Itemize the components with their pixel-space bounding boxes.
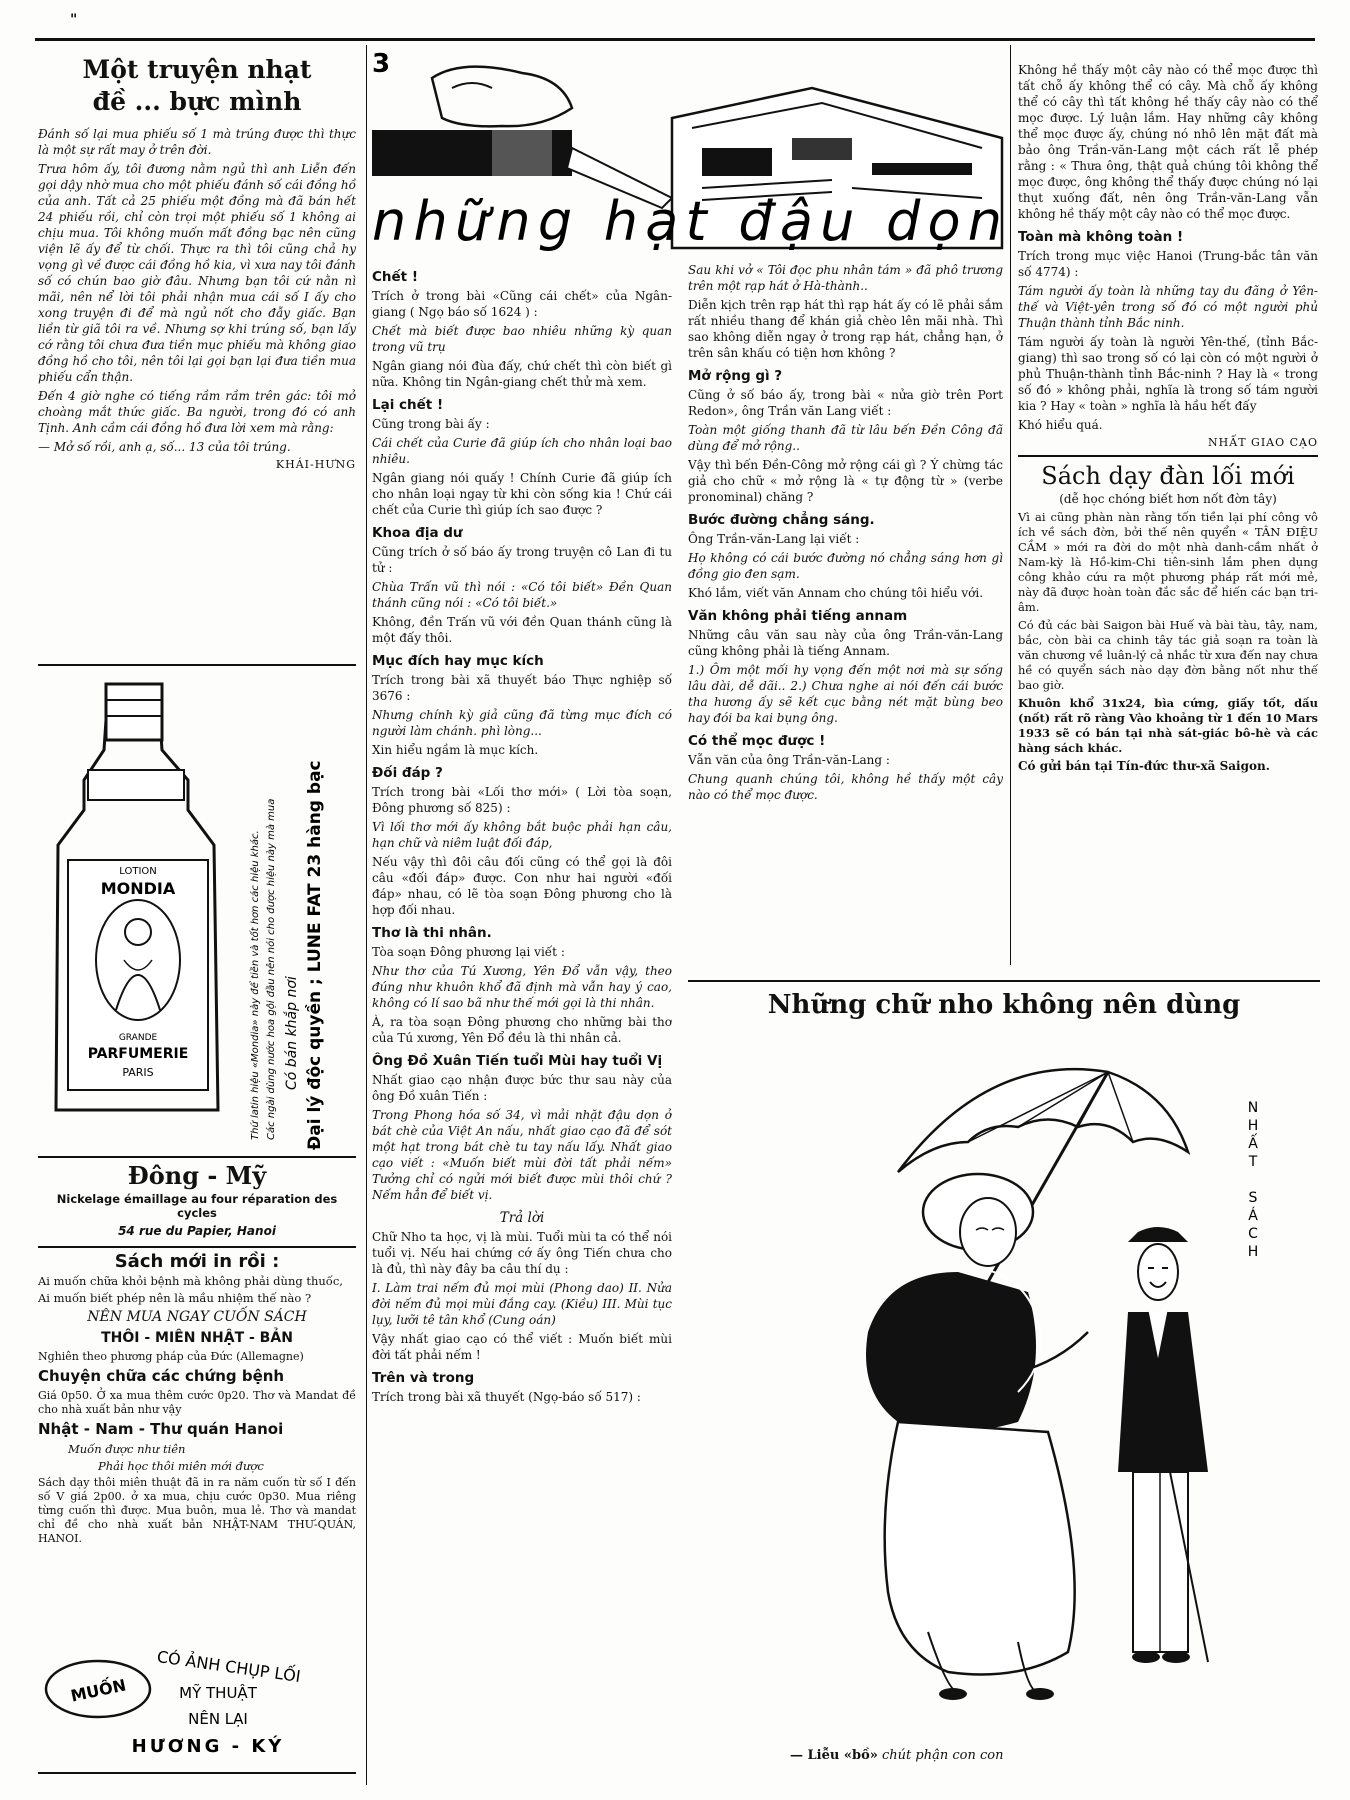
- photo-ad-line1: CÓ ẢNH CHỤP LỐI: [155, 1647, 302, 1687]
- music-ad-paragraph: Có gửi bán tại Tín-đức thư-xã Saigon.: [1018, 759, 1270, 773]
- signature-letter: H: [1247, 1118, 1259, 1134]
- column-divider-1: [366, 45, 367, 1785]
- lotion-vert-4: Đại lý độc quyền ; LUNE FAT 23 hàng bạc: [305, 760, 325, 1150]
- section-comment: Khó lắm, viết văn Annam cho chúng tôi hiểu với.: [688, 586, 984, 600]
- books-ad-book2-desc: Giá 0p50. Ở xa mua thêm cước 0p20. Thơ và Mandat đề cho nhà xuất bản như vậy: [38, 1389, 356, 1416]
- music-ad-paragraph: Khuôn khổ 31x24, bìa cứng, giấy tốt, dấu (nốt) rất rõ ràng Vào khoảng từ 1 đến 10 Mars 1933 sẽ có bán tại nhà sát-giác bô-hè và các hàng sách khác.: [1018, 696, 1318, 755]
- section-quote: Họ không có cái bước đường nó chẳng sáng hơn gì đồng gio đen sạm.: [688, 551, 1003, 581]
- story-paragraph: Trưa hôm ấy, tôi đương nằm ngủ thì anh Liễn đến gọi dậy nhờ mua cho một phiếu đánh số cái đồng hồ của anh. Tất cả 25 phiếu một đồng mà đã bán hết 24 phiếu rồi, chỉ còn trọi một phiếu số 1 không ai chịu mua. Tôi không muốn mất đồng bạc nên cũng viện lẽ ấy để từ chối. Thực ra thì tôi cũng chả hy vọng gì về được cái đồng hồ kia, vì xưa nay tôi đánh số có chún bao giờ đâu. Nhưng bạn tôi cứ nằn nì mãi, nên nể lời tôi phải nhận mua cái số I ấy cho xong truyện đi để mà ngủ nốt cho đẫy giấc. Bạn liền từ giã tôi ra về. Nhưng sợ khi trúng số, bạn lấy cớ rằng tôi chưa đưa tiền mục phiếu mà không giao đồng hồ cho tôi, nên tôi lại gọi bạn lại đưa tiền mua phiếu cẩn thận.: [38, 162, 356, 384]
- section-chet: [372, 269, 672, 390]
- story-title-line2: đề ... bực mình: [92, 87, 302, 116]
- section-body: Trích ở trong bài «Cũng cái chết» của Ngân-giang ( Ngọ báo số 1624 ) :: [372, 289, 672, 319]
- cartoon-rule: [688, 980, 1320, 982]
- signature-letter: Á: [1248, 1208, 1258, 1224]
- music-ad-paragraph: Vì ai cũng phàn nàn rằng tốn tiền lại phí công vô ích về sách đờn, bởi thế nên quyển « TÂN ĐIỆU CẦM » mới ra đời do một nhà danh-cầm nhất ở Nam-kỳ là Hồ-kim-Chi tiên-sinh lắm phen dụng công khảo cứu ra một phương pháp rất mới mẻ, này đã được hoàn toàn đắc sắc để hiến các bạn tri-âm.: [1018, 510, 1318, 614]
- section-body: Tòa soạn Đông phương lại viết :: [372, 945, 565, 959]
- books-ad-book2: Chuyện chữa các chứng bệnh: [38, 1367, 285, 1385]
- lotion-maker-3: PARIS: [122, 1066, 154, 1079]
- section-body: Trích trong mục việc Hanoi (Trung-bắc tân văn số 4774) :: [1018, 249, 1318, 279]
- story-title-line1: Một truyện nhạt: [82, 55, 312, 84]
- dongmy-line2: 54 rue du Papier, Hanoi: [118, 1224, 276, 1238]
- column-right: [1018, 62, 1318, 967]
- ad-rule-3: [38, 1246, 356, 1248]
- photo-ad: [38, 1644, 356, 1764]
- photo-ad-line3: NÊN LẠI: [188, 1710, 248, 1728]
- section-quote: I. Làm trai nếm đủ mọi mùi (Phong dao) II. Nửa đời nếm đủ mọi mùi đắng cay. (Kiều) III. Mùi tục lụy, lưỡi tê tân khổ (Cung oán): [372, 1281, 672, 1327]
- section-body: Những câu văn sau này của ông Trần-văn-Lang cũng không phải là tiếng Annam.: [688, 628, 1003, 658]
- section-tho-la-thi-nhan: [372, 925, 672, 1046]
- section-heading: Mục đích hay mục kích: [372, 653, 544, 669]
- books-ad-book1-desc: Nghiên theo phương pháp của Đức (Allemagne): [38, 1350, 304, 1363]
- section-heading: Thơ là thi nhân.: [372, 925, 492, 941]
- story-paragraph: Đánh số lại mua phiếu số 1 mà trúng được thì thực là một sự rất may ở trên đời.: [38, 127, 356, 157]
- section-quote: 1.) Ôm một mối hy vọng đến một nơi mà sự sống lâu dài, dễ dãi.. 2.) Chưa nghe ai nói đến cái bước tha hương ấy sẽ kết cục bằng nét mặt bùng beo hay đói ba kai bụng ông.: [688, 663, 1003, 725]
- lotion-ad: [38, 670, 356, 1170]
- section-heading: Trên và trong: [372, 1370, 475, 1386]
- top-rule: [35, 38, 1315, 41]
- section-body: Cũng trong bài ấy :: [372, 417, 490, 431]
- intro-comment: Diễn kịch trên rạp hát thì rạp hát ấy có lẽ phải sắm rất nhiều thang để khán giả chèo lên mãi nhà. Thì sao không diễn ngay ở trong rạp hát, chẳng hạn, ở trên sân khấu có tiện hơn không ?: [688, 298, 1003, 360]
- lotion-brand-top: LOTION: [119, 866, 157, 877]
- books-ad-sub1: Muốn được như tiên: [68, 1442, 186, 1456]
- section-comment: Ngân giang nói đùa đấy, chứ chết thì còn biết gì nữa. Không tin Ngân-giang chết thử mà xem.: [372, 359, 672, 389]
- books-ad-q1: Ai muốn chữa khỏi bệnh mà không phải dùng thuốc,: [38, 1274, 343, 1288]
- lotion-vert-3: Có bán khắp nơi: [284, 976, 300, 1090]
- dongmy-line1: Nickelage émaillage au four réparation des cycles: [56, 1192, 338, 1220]
- signature-letter: T: [1248, 1154, 1258, 1170]
- section-heading: Toàn mà không toàn !: [1018, 229, 1184, 245]
- books-ad-detail: Sách dạy thôi miên thuật đã in ra năm cuốn từ số I đến số V giá 2p00. ở xa mua, chịu cước 0p30. Mua riêng từng cuốn thì được. Mua buôn, mua lẻ. Thơ và mandat chỉ đề cho nhà xuất bản NHẬT-NAM THƯ-QUÁN, HANOI.: [38, 1476, 356, 1545]
- dongmy-ad: [38, 1160, 356, 1246]
- section-quote: Như thơ của Tú Xương, Yên Đổ vẫn vậy, theo đúng như khuôn khổ đã định mà vẫn hay ý cao, không có lí sao bã như thế mới gọi là thi nhân.: [372, 964, 672, 1010]
- story-title: [38, 54, 356, 118]
- ad-rule-2: [38, 1156, 356, 1158]
- photo-ad-muon: MUỐN: [68, 1675, 128, 1706]
- section-comment: Nếu vậy thì đôi câu đối cũng có thể gọi là đôi câu «đối đáp» được. Con như hai người «đối đáp» nhau, có lẽ tòa soạn Đông phương cho là hợp đối nhau.: [372, 855, 672, 917]
- signature-letter: N: [1247, 1100, 1259, 1116]
- section-comment-2: Khó hiểu quá.: [1018, 418, 1103, 432]
- section-heading: Có thể mọc được !: [688, 733, 826, 749]
- photo-ad-art: [38, 1644, 356, 1764]
- section-quote: Trong Phong hóa số 34, vì mải nhặt đậu dọn ở bát chè của Việt An nấu, nhất giao cạo đã để sót một hạt trong bát chè tu tay nấu lấy. Nhất giao cạo viết : «Muốn biết mùi đời tất phải nếm» Tưởng chỉ có ngửi mới biết được mùi thôi chứ ? Nếm hẳn để biết vị.: [372, 1108, 672, 1202]
- books-ad-book1: THÔI - MIÊN NHẬT - BẢN: [101, 1330, 293, 1346]
- section-co-the-moc: [688, 733, 1003, 803]
- masthead: [372, 48, 1012, 253]
- section-body: Chữ Nho ta học, vị là mùi. Tuổi mùi ta có thể nói tuổi vị. Nếu hai chứng cớ ấy ông Tiến chưa cho là đủ, thì này đây ba câu thí dụ :: [372, 1230, 672, 1276]
- section-body: Cũng ở số báo ấy, trong bài « nửa giờ trên Port Redon», ông Trần văn Lang viết :: [688, 388, 1003, 418]
- section-ong-do: [372, 1053, 672, 1203]
- column-third: [688, 262, 1003, 962]
- section-body: Trích trong bài «Lối thơ mới» ( Lời tòa soạn, Đông phương số 825) :: [372, 785, 672, 815]
- section-heading: Ông Đồ Xuân Tiến tuổi Mùi hay tuổi Vị: [372, 1053, 663, 1069]
- section-tra-loi: [372, 1210, 672, 1363]
- books-ad-buy: NÊN MUA NGAY CUỐN SÁCH: [87, 1309, 307, 1325]
- books-ad-sub2: Phải học thôi miên mới được: [98, 1459, 264, 1473]
- section-quote: Nhưng chính kỳ giả cũng đã từng mục đích có người làm chánh. phì lòng...: [372, 708, 672, 738]
- section-heading: Khoa địa dư: [372, 525, 463, 541]
- section-body: Nhất giao cạo nhận được bức thư sau này của ông Đồ xuân Tiến :: [372, 1073, 672, 1103]
- books-ad-q2: Ai muốn biết phép nên là mầu nhiệm thế nào ?: [38, 1291, 312, 1305]
- music-ad-subtitle: (dễ học chóng biết hơn nốt đờn tây): [1059, 492, 1277, 506]
- section-buoc-duong: [688, 512, 1003, 601]
- section-quote: Chung quanh chúng tôi, không hề thấy một cây nào có thể mọc được.: [688, 772, 1003, 802]
- section-comment: Vậy nhất giao cạo có thể viết : Muốn biết mùi đời tất phải nếm !: [372, 1332, 672, 1362]
- column-signature: NHẤT GIAO CẠO: [1208, 436, 1318, 449]
- section-body: Cũng trích ở số báo ấy trong truyện cô Lan đi tu tử :: [372, 545, 672, 575]
- books-ad-title: Sách mới in rồi :: [114, 1251, 280, 1272]
- section-mo-rong: [688, 368, 1003, 505]
- cartoon-title: Những chữ nho không nên dùng: [767, 990, 1241, 1020]
- section-comment: Không, đền Trấn vũ với đền Quan thánh cũng là một đấy thôi.: [372, 615, 672, 645]
- ad-rule: [1018, 455, 1318, 457]
- lotion-vert-2: Các ngài dùng nước hoa gội đầu nên nói cho được hiệu này mà mua: [266, 798, 277, 1140]
- section-body: Trích trong bài xã thuyết báo Thực nghiệp số 3676 :: [372, 673, 672, 703]
- section-heading: Đối đáp ?: [372, 765, 443, 781]
- story-paragraph: — Mở số rồi, anh ạ, số... 13 của tôi trúng.: [38, 440, 291, 454]
- photo-ad-line4: HƯƠNG - KÝ: [131, 1736, 285, 1757]
- lead-paragraph: Không hề thấy một cây nào có thể mọc được thì tất chỗ ấy không thể có cây. Mà chỗ ấy không thể có cây thì tất không hề thấy cây nào có thể mọc được. Lý luận lắm. Hay những cây không thể mọc được ấy, chúng nó nhô lên mặt đất mà bảo ông Trần-văn-Lang một cách rất lễ phép rằng : « Thưa ông, thật quả chúng tôi không thể mọc được, ông không thể thấy được chúng nó lại thụt xuống đất, nên ông Trần-văn-Lang vẫn không hề thấy một cây nào có thể mọc được.: [1018, 63, 1318, 221]
- section-quote: Chết mà biết được bao nhiêu những kỳ quan trong vũ trụ: [372, 324, 672, 354]
- section-quote: Tám người ấy toàn là những tay du đãng ở Yên-thế và Việt-yên trong số đó có một người phủ Thuận thành tỉnh Bắc ninh.: [1018, 284, 1318, 330]
- section-body: Ông Trần-văn-Lang lại viết :: [688, 532, 860, 546]
- story-paragraph: Đến 4 giờ nghe có tiếng rầm rầm trên gác: tôi mở choàng mắt thức giấc. Ba người, trong đó có anh Tịnh. Anh cầm cái đồng hồ đưa lời xem mà rằng:: [38, 389, 356, 435]
- cartoon-signature: [1248, 1100, 1259, 1260]
- lotion-maker-2: PARFUMERIE: [87, 1046, 189, 1062]
- section-tren-va-trong: [372, 1370, 672, 1405]
- cartoon-caption-text: chút phận con con: [882, 1748, 1004, 1763]
- section-quote: Toàn một giống thanh đã từ lâu bến Đền Công đã dùng để mở rộng..: [688, 423, 1003, 453]
- music-ad-paragraph: Có đủ các bài Saigon bài Huế và bài tàu, tây, nam, bắc, còn bài ca chinh tây tác giả soạn ra toàn là văn chương về luân-lý cả nhắc từ xưa đến nay chưa hề có quyển sách nào dạy đờn bằng nốt như thế bao giờ.: [1018, 618, 1318, 692]
- section-body: Vẫn văn của ông Trần-văn-Lang :: [688, 753, 890, 767]
- section-heading: Bước đường chẳng sáng.: [688, 512, 875, 528]
- intro-quote: Sau khi vở « Tôi đọc phu nhân tám » đã phô trương trên một rạp hát ở Hà-thành..: [688, 263, 1003, 293]
- story-body: [38, 126, 356, 455]
- music-ad-title: Sách dạy đàn lối mới: [1041, 462, 1295, 490]
- section-quote: Vì lối thơ mới ấy không bắt buộc phải hạn câu, hạn chữ và niêm luật đối đáp,: [372, 820, 672, 850]
- section-comment: À, ra tòa soạn Đông phương cho những bài thơ của Tú xương, Yên Đổ đều là thi nhân cả.: [372, 1015, 672, 1045]
- section-muc-dich: [372, 653, 672, 758]
- bottom-rule-left: [38, 1772, 356, 1774]
- section-comment: Ngân giang nói quấy ! Chính Curie đã giúp ích cho nhân loại ngay từ khi còn sống kia ! Chứ cái chết của Curie thì giúp ích sao được ?: [372, 471, 672, 517]
- section-comment: Vậy thì bến Đền-Công mở rộng cái gì ? Ý chừng tác giả cho chữ « mở rộng là « tự động từ » (verbe pronominal) chăng ?: [688, 458, 1003, 504]
- section-doi-dap: [372, 765, 672, 918]
- signature-letter: C: [1248, 1226, 1258, 1242]
- photo-ad-line2: MỸ THUẬT: [179, 1684, 257, 1702]
- signature-letter: Ấ: [1248, 1136, 1258, 1152]
- story-signature: KHÁI-HƯNG: [275, 458, 356, 471]
- section-body: Trích trong bài xã thuyết (Ngọ-báo số 517) :: [372, 1390, 641, 1404]
- section-comment: Xin hiểu ngầm là mục kích.: [372, 743, 539, 757]
- signature-letter: S: [1248, 1190, 1258, 1206]
- section-quote: Cái chết của Curie đã giúp ích cho nhân loại bao nhiêu.: [372, 436, 672, 466]
- section-lai-chet: [372, 397, 672, 518]
- section-heading: Chết !: [372, 269, 418, 285]
- lotion-bottle-illustration: [38, 670, 238, 1150]
- section-van-khong: [688, 608, 1003, 726]
- lotion-brand: MONDIA: [100, 879, 176, 898]
- section-comment: Tám người ấy toàn là người Yên-thế, (tỉnh Bắc-giang) thì sao trong số có lại còn có một người ở phủ Thuận-thành tỉnh Bắc-ninh ? Hay là « trong số đó » không phải, nghĩa là trong số tám người kia ? Hay « toàn » nghĩa là hầu hết đấy: [1018, 335, 1318, 413]
- masthead-title: những hạt đậu dọn: [372, 190, 1002, 253]
- section-khoa-dia-du: [372, 525, 672, 646]
- column-second: [372, 262, 672, 1772]
- ad-rule-1: [38, 664, 356, 666]
- books-ad: [38, 1250, 356, 1640]
- page-marker: ": [70, 12, 78, 28]
- masthead-number: 3: [372, 49, 391, 79]
- cartoon-caption: [790, 1748, 1290, 1763]
- section-quote: Chùa Trấn vũ thì nói : «Có tôi biết» Đền Quan thánh cũng nói : «Có tôi biết.»: [372, 580, 672, 610]
- lotion-maker-1: GRANDE: [118, 1033, 158, 1043]
- section-heading: Mở rộng gì ?: [688, 368, 783, 384]
- dongmy-title: Đông - Mỹ: [127, 1161, 267, 1190]
- lotion-vert-1: Thứ latin hiệu «Mondia» này để tiền và tốt hơn các hiệu khác.: [250, 830, 261, 1140]
- cartoon-illustration: [688, 1032, 1320, 1732]
- masthead-illustration: [372, 48, 1012, 253]
- signature-letter: H: [1247, 1244, 1259, 1260]
- section-heading: Văn không phải tiếng annam: [688, 608, 908, 624]
- section-heading: Lại chết !: [372, 397, 444, 413]
- lotion-vertical-text: [238, 670, 358, 1150]
- books-ad-publisher: Nhật - Nam - Thư quán Hanoi: [38, 1420, 284, 1438]
- cartoon-caption-speaker: — Liễu «bồ»: [790, 1748, 878, 1763]
- section-heading: Trả lời: [499, 1210, 545, 1226]
